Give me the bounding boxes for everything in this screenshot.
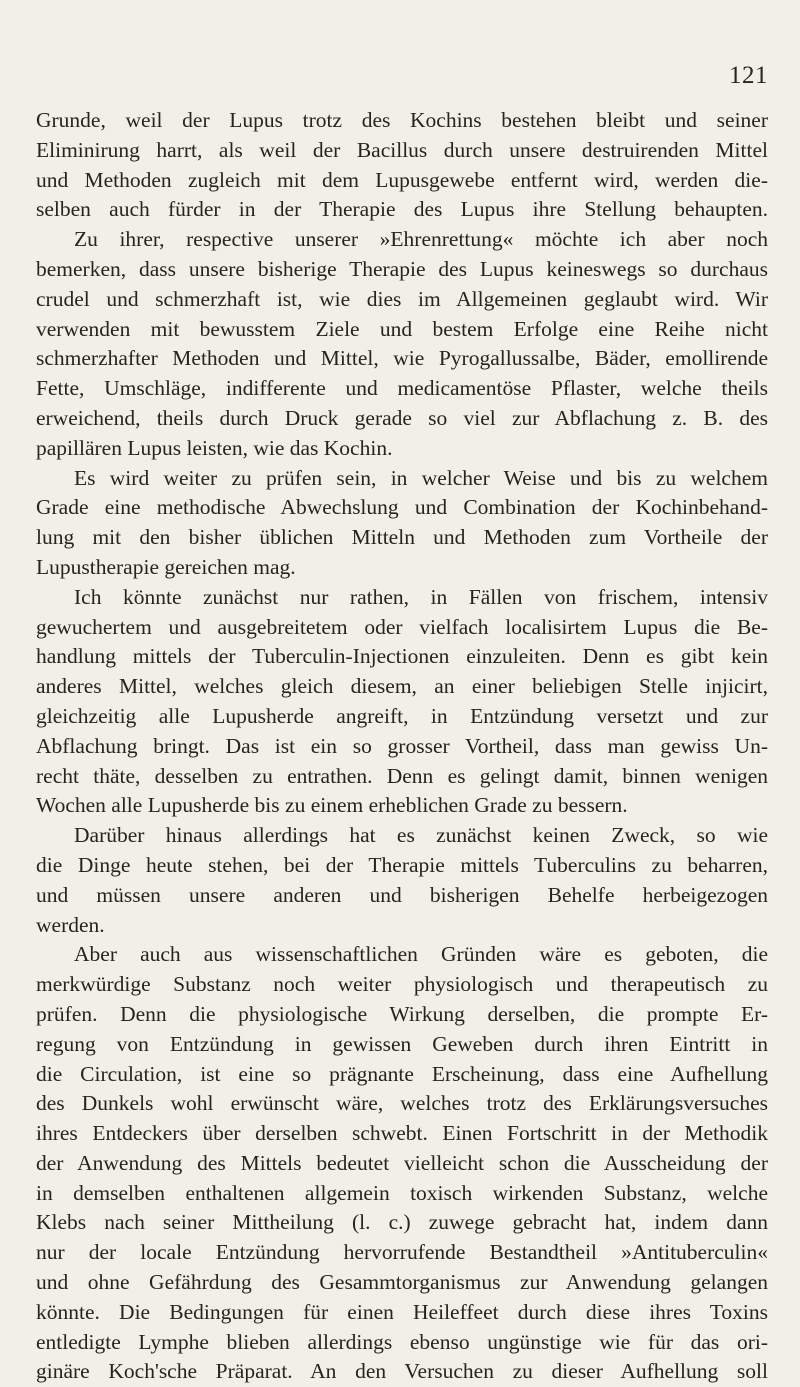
text-line: ginäre Koch'sche Präparat. An den Versuchen zu dieser Aufhellung soll xyxy=(36,1359,768,1384)
text-line: crudel und schmerzhaft ist, wie dies im Allgemeinen geglaubt wird. Wir xyxy=(36,286,768,311)
text-line: und müssen unsere anderen und bisherigen Behelfe herbeigezogen xyxy=(36,882,768,907)
text-line: prüfen. Denn die physiologische Wirkung derselben, die prompte Er- xyxy=(36,1001,768,1026)
text-line: Lupustherapie gereichen mag. xyxy=(36,554,296,579)
text-line: merkwürdige Substanz noch weiter physiologisch und therapeutisch zu xyxy=(36,972,768,997)
page-number: 121 xyxy=(729,62,768,89)
text-line: könnte. Die Bedingungen für einen Heileffeet durch diese ihres Toxins xyxy=(36,1299,768,1324)
text-line: die Circulation, ist eine so prägnante Erscheinung, dass eine Aufhellung xyxy=(36,1061,768,1086)
text-line: recht thäte, desselben zu entrathen. Denn es gelingt damit, binnen wenigen xyxy=(36,763,768,788)
text-line: werden. xyxy=(36,912,105,937)
text-line: regung von Entzündung in gewissen Geweben durch ihren Eintritt in xyxy=(36,1031,768,1056)
text-line: ihres Entdeckers über derselben schwebt. Einen Fortschritt in der Methodik xyxy=(36,1121,768,1146)
text-line: Zu ihrer, respective unserer »Ehrenrettung« möchte ich aber noch xyxy=(74,227,768,252)
text-line: nur der locale Entzündung hervorrufende Bestandtheil »Antituberculin« xyxy=(36,1240,768,1265)
text-line: Ich könnte zunächst nur rathen, in Fällen von frischem, intensiv xyxy=(74,584,768,609)
text-line: die Dinge heute stehen, bei der Therapie mittels Tuberculins zu beharren, xyxy=(36,852,768,877)
text-line: in demselben enthaltenen allgemein toxisch wirkenden Substanz, welche xyxy=(36,1180,768,1205)
text-line: Grade eine methodische Abwechslung und Combination der Kochinbehand- xyxy=(36,495,768,520)
text-line: handlung mittels der Tuberculin-Injectionen einzuleiten. Denn es gibt kein xyxy=(36,644,768,669)
text-line: Es wird weiter zu prüfen sein, in welcher Weise und bis zu welchem xyxy=(74,465,768,490)
text-line: lung mit den bisher üblichen Mitteln und Methoden zum Vortheile der xyxy=(36,525,768,550)
text-line: Grunde, weil der Lupus trotz des Kochins bestehen bleibt und seiner xyxy=(36,108,768,132)
text-line: bemerken, dass unsere bisherige Therapie des Lupus keineswegs so durchaus xyxy=(36,256,768,281)
text-line: Eliminirung harrt, als weil der Bacillus durch unsere destruirenden Mittel xyxy=(36,137,768,162)
text-line: erweichend, theils durch Druck gerade so viel zur Abflachung z. B. des xyxy=(36,405,768,430)
body-text xyxy=(36,106,768,1387)
text-line: selben auch fürder in der Therapie des Lupus ihre Stellung behaupten. xyxy=(36,197,768,222)
text-line: der Anwendung des Mittels bedeutet vielleicht schon die Ausscheidung der xyxy=(36,1150,768,1175)
text-line: Wochen alle Lupusherde bis zu einem erheblichen Grade zu bessern. xyxy=(36,793,628,818)
text-line: verwenden mit bewusstem Ziele und bestem Erfolge eine Reihe nicht xyxy=(36,316,768,341)
text-line: Darüber hinaus allerdings hat es zunächst keinen Zweck, so wie xyxy=(74,823,768,848)
text-line: gleichzeitig alle Lupusherde angreift, in Entzündung versetzt und zur xyxy=(36,703,768,728)
text-line: Klebs nach seiner Mittheilung (l. c.) zuwege gebracht hat, indem dann xyxy=(36,1210,768,1235)
text-line: schmerzhafter Methoden und Mittel, wie Pyrogallussalbe, Bäder, emollirende xyxy=(36,346,768,371)
text-line: und ohne Gefährdung des Gesammtorganismus zur Anwendung gelangen xyxy=(36,1270,768,1295)
text-line: Fette, Umschläge, indifferente und medicamentöse Pflaster, welche theils xyxy=(36,376,768,401)
text-line: entledigte Lymphe blieben allerdings ebenso ungünstige wie für das ori- xyxy=(36,1329,768,1354)
text-line: des Dunkels wohl erwünscht wäre, welches trotz des Erklärungsversuches xyxy=(36,1091,768,1116)
text-line: Aber auch aus wissenschaftlichen Gründen wäre es geboten, die xyxy=(74,942,768,967)
text-line: gewuchertem und ausgebreitetem oder vielfach localisirtem Lupus die Be- xyxy=(36,614,768,639)
text-line: Abflachung bringt. Das ist ein so grosser Vortheil, dass man gewiss Un- xyxy=(36,733,768,758)
text-line: papillären Lupus leisten, wie das Kochin. xyxy=(36,435,393,460)
text-line: und Methoden zugleich mit dem Lupusgewebe entfernt wird, werden die- xyxy=(36,167,768,192)
text-line: anderes Mittel, welches gleich diesem, an einer beliebigen Stelle injicirt, xyxy=(36,674,768,699)
